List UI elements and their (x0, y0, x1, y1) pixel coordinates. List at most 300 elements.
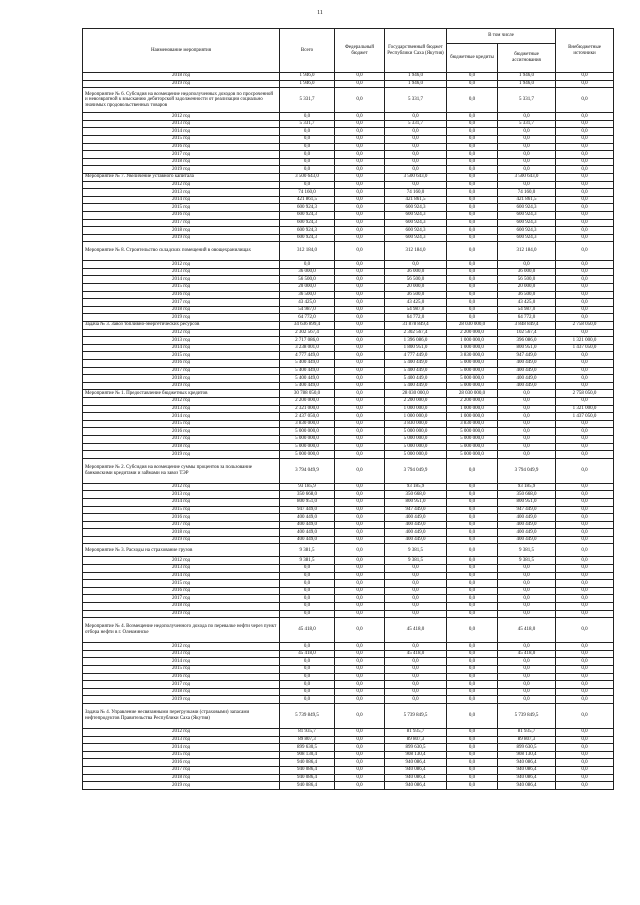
cell-value: 0,0 (447, 759, 498, 767)
cell-value: 0,0 (280, 113, 335, 121)
cell-value: 400 449,0 (385, 536, 447, 544)
table-row-year (83, 451, 614, 459)
table-row-year (83, 666, 614, 674)
cell-value: 0,0 (447, 158, 498, 166)
cell-value: 0,0 (556, 151, 614, 159)
cell-value: 0,0 (335, 643, 385, 651)
cell-value: 0,0 (280, 181, 335, 189)
table-row-year (83, 595, 614, 603)
cell-value: 0,0 (556, 521, 614, 529)
cell-value: 2 200 000,0 (280, 397, 335, 405)
cell-value: 0,0 (447, 514, 498, 522)
cell-value: 0,0 (335, 173, 385, 181)
cell-value: 0,0 (385, 143, 447, 151)
cell-value: 0,0 (280, 595, 335, 603)
table-row-year (83, 344, 614, 352)
table-row-year (83, 189, 614, 197)
cell-value: 0,0 (385, 181, 447, 189)
cell-value: 0,0 (335, 261, 385, 269)
year-label: 2018 год (83, 529, 280, 537)
cell-value: 0,0 (335, 375, 385, 383)
cell-value: 0,0 (556, 498, 614, 506)
cell-value: 28 030 000,0 (385, 390, 447, 398)
cell-value: 0,0 (335, 491, 385, 499)
cell-value: 2 321 000,0 (280, 405, 335, 413)
table-row-year (83, 759, 614, 767)
cell-value: 0,0 (335, 610, 385, 618)
cell-value: 30 788 050,0 (280, 390, 335, 398)
cell-value: 0,0 (447, 128, 498, 136)
cell-value: 1 946,0 (280, 73, 335, 81)
cell-value: 0,0 (385, 587, 447, 595)
cell-value: 0,0 (447, 774, 498, 782)
cell-value: 0,0 (335, 435, 385, 443)
cell-value: 0,0 (447, 219, 498, 227)
cell-value: 64 772,0 (498, 314, 556, 322)
cell-value: 5 400 449,0 (385, 367, 447, 375)
cell-value: 0,0 (556, 536, 614, 544)
section-label: Мероприятие № 1. Предоставление бюджетных кредитов (83, 390, 280, 398)
cell-value: 4 777 449,0 (280, 352, 335, 360)
cell-value: 0,0 (335, 666, 385, 674)
table-row-year (83, 580, 614, 588)
cell-value: 45 418,0 (385, 650, 447, 658)
cell-value: 0,0 (335, 204, 385, 212)
cell-value: 0,0 (280, 587, 335, 595)
cell-value: 0,0 (498, 435, 556, 443)
cell-value: 800 951,0 (498, 498, 556, 506)
cell-value: 0,0 (447, 227, 498, 235)
cell-value: 0,0 (335, 521, 385, 529)
cell-value: 400 449,0 (498, 375, 556, 383)
cell-value: 0,0 (498, 688, 556, 696)
cell-value: 56 500,0 (280, 276, 335, 284)
cell-value: 1 000 000,0 (447, 405, 498, 413)
cell-value: 2 200 000,0 (447, 329, 498, 337)
year-label: 2012 год (83, 643, 280, 651)
cell-value: 312 184,0 (280, 242, 335, 261)
cell-value: 0,0 (447, 498, 498, 506)
cell-value: 0,0 (385, 643, 447, 651)
cell-value: 9 381,5 (385, 544, 447, 557)
cell-value: 0,0 (335, 774, 385, 782)
cell-value: 2 437 050,0 (280, 413, 335, 421)
cell-value: 0,0 (447, 703, 498, 728)
cell-value: 0,0 (556, 506, 614, 514)
cell-value: 0,0 (335, 322, 385, 330)
cell-value: 0,0 (447, 261, 498, 269)
cell-value: 0,0 (280, 603, 335, 611)
cell-value: 5 000 000,0 (280, 435, 335, 443)
cell-value: 940 086,4 (385, 766, 447, 774)
cell-value: 0,0 (280, 696, 335, 704)
cell-value: 940 086,4 (385, 759, 447, 767)
cell-value: 0,0 (447, 658, 498, 666)
year-label: 2016 год (83, 514, 280, 522)
table-row-year (83, 120, 614, 128)
cell-value: 0,0 (335, 650, 385, 658)
cell-value: 0,0 (335, 580, 385, 588)
table-row-year (83, 234, 614, 242)
cell-value: 0,0 (385, 572, 447, 580)
cell-value: 0,0 (498, 443, 556, 451)
cell-value: 0,0 (335, 751, 385, 759)
cell-value: 0,0 (556, 227, 614, 235)
cell-value: 2 758 050,0 (556, 322, 614, 330)
year-label: 2015 год (83, 506, 280, 514)
cell-value: 400 449,0 (498, 382, 556, 390)
cell-value: 1 000 000,0 (447, 413, 498, 421)
cell-value: 0,0 (385, 610, 447, 618)
cell-value: 45 418,0 (385, 618, 447, 643)
table-row-section (83, 544, 614, 557)
table-row-year (83, 158, 614, 166)
year-label: 2019 год (83, 451, 280, 459)
cell-value: 0,0 (498, 166, 556, 174)
cell-value: 0,0 (447, 73, 498, 81)
year-label: 2019 год (83, 234, 280, 242)
cell-value: 0,0 (556, 219, 614, 227)
cell-value: 0,0 (447, 306, 498, 314)
cell-value: 0,0 (335, 211, 385, 219)
table-row-year (83, 435, 614, 443)
cell-value: 0,0 (385, 135, 447, 143)
cell-value: 0,0 (447, 673, 498, 681)
cell-value: 0,0 (335, 73, 385, 81)
table-row-year (83, 587, 614, 595)
cell-value: 0,0 (556, 544, 614, 557)
cell-value: 89 807,3 (385, 736, 447, 744)
cell-value: 3 830 000,0 (385, 420, 447, 428)
cell-value: 0,0 (498, 128, 556, 136)
cell-value: 2 200 000,0 (447, 397, 498, 405)
year-label: 2014 год (83, 658, 280, 666)
cell-value: 5 739 849,5 (280, 703, 335, 728)
cell-value: 4 777 449,0 (385, 352, 447, 360)
cell-value: 0,0 (556, 234, 614, 242)
cell-value: 0,0 (556, 284, 614, 292)
cell-value: 5 331,7 (498, 120, 556, 128)
year-label: 2013 год (83, 189, 280, 197)
year-label: 2015 год (83, 352, 280, 360)
cell-value: 0,0 (556, 650, 614, 658)
cell-value: 1 946,0 (385, 73, 447, 81)
cell-value: 5 331,7 (385, 88, 447, 113)
year-label: 2015 год (83, 204, 280, 212)
cell-value: 0,0 (556, 291, 614, 299)
year-label: 2014 год (83, 344, 280, 352)
cell-value: 5 739 849,5 (385, 703, 447, 728)
cell-value: 0,0 (385, 666, 447, 674)
cell-value: 0,0 (498, 603, 556, 611)
cell-value: 0,0 (335, 458, 385, 483)
cell-value: 0,0 (556, 382, 614, 390)
cell-value: 0,0 (556, 744, 614, 752)
cell-value: 3 500 643,0 (280, 173, 335, 181)
cell-value: 5 000 000,0 (385, 428, 447, 436)
cell-value: 3 830 000,0 (280, 420, 335, 428)
table-row-year (83, 80, 614, 88)
cell-value: 1 321 000,0 (556, 405, 614, 413)
year-label: 2014 год (83, 744, 280, 752)
cell-value: 0,0 (280, 135, 335, 143)
cell-value: 0,0 (447, 681, 498, 689)
cell-value: 3 794 049,9 (385, 458, 447, 483)
year-label: 2019 год (83, 536, 280, 544)
cell-value: 600 924,3 (498, 227, 556, 235)
cell-value: 81 935,7 (498, 728, 556, 736)
cell-value: 0,0 (556, 158, 614, 166)
cell-value: 0,0 (280, 565, 335, 573)
table-row-year (83, 514, 614, 522)
year-label: 2012 год (83, 261, 280, 269)
cell-value: 0,0 (498, 113, 556, 121)
cell-value: 74 160,0 (498, 189, 556, 197)
cell-value: 0,0 (556, 120, 614, 128)
year-label: 2018 год (83, 158, 280, 166)
cell-value: 940 086,4 (498, 766, 556, 774)
cell-value: 93 185,9 (280, 483, 335, 491)
cell-value: 0,0 (447, 242, 498, 261)
cell-value: 34 636 899,4 (280, 322, 335, 330)
cell-value: 0,0 (335, 603, 385, 611)
cell-value: 5 000 000,0 (447, 428, 498, 436)
cell-value: 0,0 (556, 565, 614, 573)
year-label: 2018 год (83, 73, 280, 81)
cell-value: 0,0 (335, 397, 385, 405)
cell-value: 3 238 001,0 (280, 344, 335, 352)
table-row-year (83, 681, 614, 689)
year-label: 2017 год (83, 219, 280, 227)
cell-value: 0,0 (447, 268, 498, 276)
col-header-offbudget: Внебюджетные источники (556, 29, 614, 73)
cell-value: 0,0 (556, 458, 614, 483)
cell-value: 45 418,0 (280, 618, 335, 643)
cell-value: 0,0 (556, 603, 614, 611)
year-label: 2013 год (83, 650, 280, 658)
cell-value: 0,0 (556, 367, 614, 375)
table-row-year (83, 113, 614, 121)
cell-value: 89 807,3 (280, 736, 335, 744)
table-body (83, 73, 614, 790)
cell-value: 74 160,0 (385, 189, 447, 197)
cell-value: 36 000,0 (280, 268, 335, 276)
cell-value: 600 924,3 (498, 234, 556, 242)
cell-value: 0,0 (556, 483, 614, 491)
table-row-year (83, 337, 614, 345)
year-label: 2012 год (83, 113, 280, 121)
table-row-year (83, 420, 614, 428)
cell-value: 5 000 000,0 (447, 382, 498, 390)
cell-value: 0,0 (447, 135, 498, 143)
cell-value: 93 185,9 (498, 483, 556, 491)
cell-value: 0,0 (335, 276, 385, 284)
cell-value: 312 184,0 (385, 242, 447, 261)
cell-value: 5 400 449,0 (280, 360, 335, 368)
cell-value: 0,0 (280, 681, 335, 689)
section-label: Мероприятие № 8. Строительство складских помещений в овощехранилищах (83, 242, 280, 261)
year-label: 2015 год (83, 580, 280, 588)
cell-value: 0,0 (335, 88, 385, 113)
cell-value: 43 425,0 (385, 299, 447, 307)
cell-value: 0,0 (447, 196, 498, 204)
cell-value: 5 000 000,0 (447, 435, 498, 443)
cell-value: 0,0 (280, 673, 335, 681)
cell-value: 45 418,0 (498, 650, 556, 658)
cell-value: 0,0 (335, 420, 385, 428)
cell-value: 0,0 (385, 595, 447, 603)
cell-value: 0,0 (335, 536, 385, 544)
cell-value: 400 449,0 (498, 367, 556, 375)
col-header-credits: бюджетные кредиты (447, 44, 498, 73)
cell-value: 0,0 (498, 390, 556, 398)
cell-value: 0,0 (556, 673, 614, 681)
table-row-year (83, 73, 614, 81)
cell-value: 54 987,0 (498, 306, 556, 314)
table-row-year (83, 506, 614, 514)
table-row-year (83, 151, 614, 159)
table-row-year (83, 673, 614, 681)
cell-value: 3 794 049,9 (498, 458, 556, 483)
cell-value: 0,0 (447, 587, 498, 595)
cell-value: 0,0 (335, 344, 385, 352)
cell-value: 45 418,0 (280, 650, 335, 658)
cell-value: 0,0 (447, 688, 498, 696)
section-label: Мероприятие № 2. Субсидия на возмещение суммы процентов за пользование банковскими кредитами и займами на завоз ТЭР (83, 458, 280, 483)
cell-value: 0,0 (556, 360, 614, 368)
cell-value: 800 951,0 (280, 498, 335, 506)
cell-value: 36 000,0 (498, 268, 556, 276)
year-label: 2019 год (83, 610, 280, 618)
table-row-year (83, 413, 614, 421)
cell-value: 0,0 (335, 405, 385, 413)
cell-value: 0,0 (556, 451, 614, 459)
cell-value: 940 086,4 (280, 759, 335, 767)
cell-value: 0,0 (447, 291, 498, 299)
table-row-year (83, 443, 614, 451)
cell-value: 940 086,4 (498, 782, 556, 790)
table-row-year (83, 529, 614, 537)
cell-value: 0,0 (335, 587, 385, 595)
cell-value: 400 449,0 (280, 521, 335, 529)
cell-value: 3 830 000,0 (447, 352, 498, 360)
cell-value: 400 449,0 (498, 514, 556, 522)
cell-value: 0,0 (498, 428, 556, 436)
cell-value: 0,0 (556, 428, 614, 436)
table-row-year (83, 728, 614, 736)
year-label: 2018 год (83, 688, 280, 696)
year-label: 2014 год (83, 498, 280, 506)
year-label: 2016 год (83, 143, 280, 151)
page-number: 11 (317, 10, 323, 16)
cell-value: 54 987,0 (280, 306, 335, 314)
table-row-year (83, 572, 614, 580)
cell-value: 0,0 (447, 314, 498, 322)
cell-value: 0,0 (385, 261, 447, 269)
year-label: 2019 год (83, 782, 280, 790)
cell-value: 0,0 (385, 673, 447, 681)
cell-value: 0,0 (556, 73, 614, 81)
cell-value: 1 437 050,0 (556, 344, 614, 352)
table-row-section (83, 618, 614, 643)
table-row-year (83, 360, 614, 368)
table-row-year (83, 128, 614, 136)
cell-value: 5 000 000,0 (447, 375, 498, 383)
table-row-section (83, 458, 614, 483)
cell-value: 0,0 (447, 491, 498, 499)
cell-value: 0,0 (447, 458, 498, 483)
table-row-year (83, 261, 614, 269)
cell-value: 31 878 849,4 (385, 322, 447, 330)
cell-value: 64 772,0 (280, 314, 335, 322)
cell-value: 1 321 000,0 (556, 337, 614, 345)
cell-value: 102 567,4 (498, 329, 556, 337)
cell-value: 20 000,0 (498, 284, 556, 292)
cell-value: 0,0 (447, 181, 498, 189)
table-row-year (83, 352, 614, 360)
year-label: 2016 год (83, 673, 280, 681)
cell-value: 0,0 (335, 595, 385, 603)
cell-value: 421 861,5 (385, 196, 447, 204)
cell-value: 5 331,7 (280, 120, 335, 128)
col-header-assign: бюджетные ассигнования (498, 44, 556, 73)
year-label: 2018 год (83, 306, 280, 314)
cell-value: 36 500,0 (280, 291, 335, 299)
cell-value: 0,0 (556, 306, 614, 314)
cell-value: 0,0 (335, 113, 385, 121)
cell-value: 0,0 (556, 135, 614, 143)
year-label: 2018 год (83, 603, 280, 611)
table-row-year (83, 284, 614, 292)
cell-value: 2 717 086,0 (280, 337, 335, 345)
table-row-year (83, 428, 614, 436)
cell-value: 5 000 000,0 (447, 451, 498, 459)
cell-value: 0,0 (498, 673, 556, 681)
year-label: 2015 год (83, 751, 280, 759)
cell-value: 0,0 (556, 375, 614, 383)
cell-value: 421 861,5 (498, 196, 556, 204)
year-label: 2013 год (83, 405, 280, 413)
cell-value: 0,0 (335, 544, 385, 557)
cell-value: 5 400 449,0 (280, 375, 335, 383)
cell-value: 3 500 643,0 (385, 173, 447, 181)
table-row-year (83, 766, 614, 774)
cell-value: 947 449,0 (498, 506, 556, 514)
cell-value: 56 500,0 (385, 276, 447, 284)
cell-value: 1 946,0 (280, 80, 335, 88)
cell-value: 5 400 449,0 (280, 382, 335, 390)
table-row-year (83, 211, 614, 219)
cell-value: 0,0 (447, 173, 498, 181)
cell-value: 0,0 (556, 276, 614, 284)
year-label: 2013 год (83, 337, 280, 345)
cell-value: 0,0 (447, 557, 498, 565)
cell-value: 600 924,3 (280, 227, 335, 235)
cell-value: 0,0 (335, 428, 385, 436)
cell-value: 0,0 (335, 196, 385, 204)
section-label: Мероприятие № 6. Субсидия на возмещение недополученных доходов по просроченной и невозвратной к взысканию дебиторской задолженности от реализации социально значимых продовольственных товаров (83, 88, 280, 113)
cell-value: 36 500,0 (498, 291, 556, 299)
cell-value: 1 000 000,0 (447, 344, 498, 352)
cell-value: 0,0 (335, 618, 385, 643)
cell-value: 0,0 (447, 580, 498, 588)
cell-value: 43 425,0 (498, 299, 556, 307)
cell-value: 0,0 (335, 557, 385, 565)
year-label: 2014 год (83, 413, 280, 421)
table-row-year (83, 367, 614, 375)
cell-value: 0,0 (335, 158, 385, 166)
cell-value: 5 000 000,0 (447, 443, 498, 451)
